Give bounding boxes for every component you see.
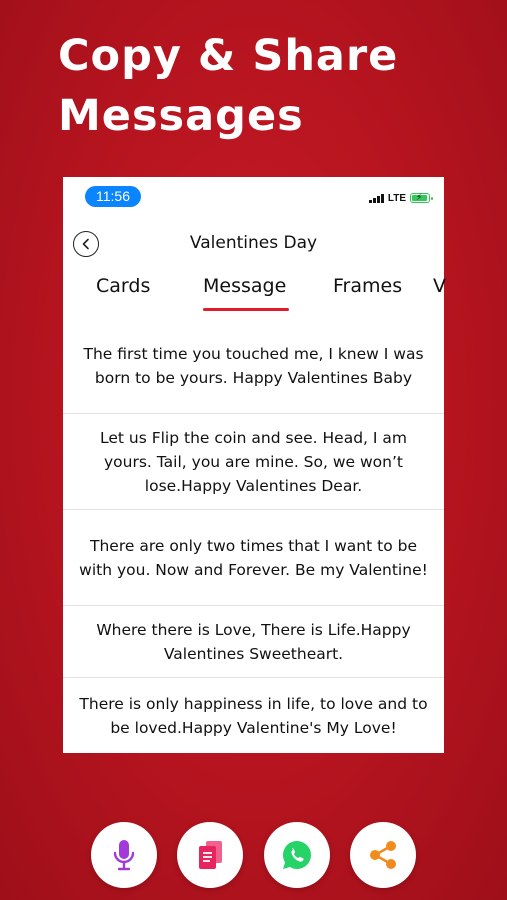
message-text: The first time you touched me, I knew I was born to be yours. Happy Valentines Baby bbox=[83, 345, 424, 387]
message-text: There are only two times that I want to be with you. Now and Forever. Be my Valentine! bbox=[79, 536, 428, 579]
whatsapp-button[interactable] bbox=[264, 822, 330, 888]
message-item[interactable] bbox=[63, 414, 444, 510]
message-item[interactable] bbox=[63, 510, 444, 606]
battery-icon: ⚡ bbox=[410, 193, 430, 203]
share-icon bbox=[367, 839, 399, 871]
tab-message[interactable]: Message bbox=[203, 275, 287, 297]
nav-bar bbox=[63, 227, 444, 263]
status-indicators bbox=[369, 192, 430, 204]
headline-line-2: Messages bbox=[58, 91, 304, 141]
copy-button[interactable] bbox=[177, 822, 243, 888]
share-button[interactable] bbox=[350, 822, 416, 888]
message-item[interactable] bbox=[63, 319, 444, 414]
promo-headline bbox=[58, 26, 498, 146]
status-bar bbox=[63, 177, 444, 217]
page-title: Valentines Day bbox=[189, 233, 318, 253]
microphone-icon bbox=[109, 838, 139, 872]
message-item[interactable] bbox=[63, 678, 444, 754]
selected-tab-indicator bbox=[203, 308, 289, 311]
copy-icon bbox=[195, 839, 225, 871]
headline-line-1: Copy & Share bbox=[58, 31, 399, 81]
network-label: LTE bbox=[387, 192, 406, 204]
phone-screen bbox=[63, 177, 444, 753]
signal-icon bbox=[369, 193, 384, 203]
whatsapp-icon bbox=[280, 838, 314, 872]
message-text: Let us Flip the coin and see. Head, I am yours. Tail, you are mine. So, we won’t lose.Happy Valentines Dear. bbox=[99, 428, 408, 495]
action-bar bbox=[0, 822, 507, 888]
message-item[interactable] bbox=[63, 606, 444, 678]
tab-bar bbox=[63, 271, 444, 311]
tab-partial[interactable]: V bbox=[433, 275, 446, 297]
status-time: 11:56 bbox=[85, 186, 141, 207]
message-text: Where there is Love, There is Life.Happy Valentines Sweetheart. bbox=[96, 620, 411, 663]
tab-cards[interactable]: Cards bbox=[96, 275, 151, 297]
voice-button[interactable] bbox=[91, 822, 157, 888]
tab-frames[interactable]: Frames bbox=[333, 275, 403, 297]
message-text: There is only happiness in life, to love and to be loved.Happy Valentine's My Love! bbox=[79, 695, 428, 737]
